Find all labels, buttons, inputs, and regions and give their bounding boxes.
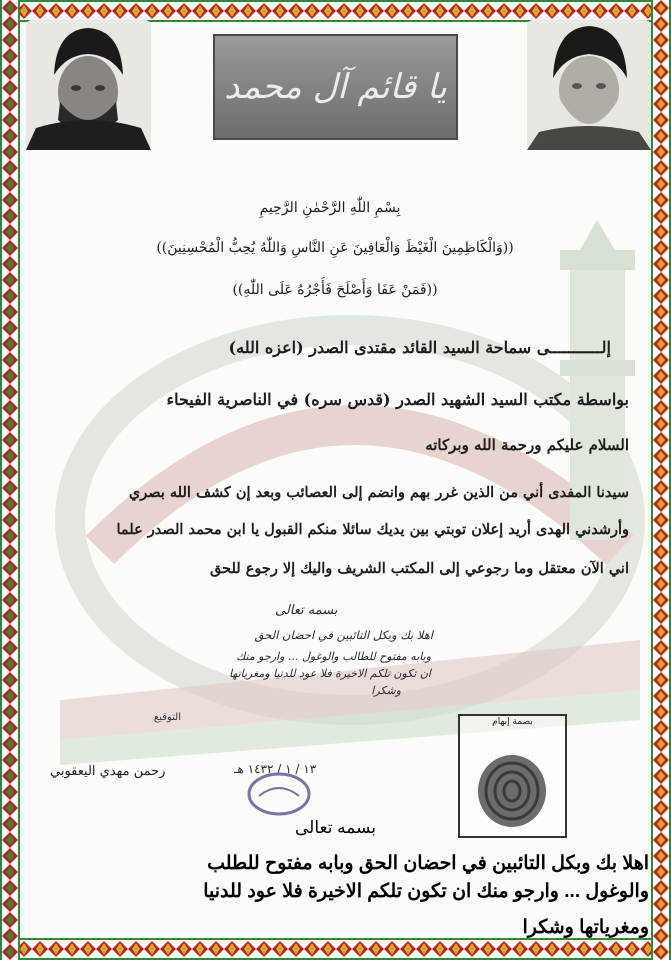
quran-verse-2: ((فَمَنْ عَفَا وَأَصْلَحَ فَأَجْرُهُ عَلَى اللّٰهِ)): [232, 282, 438, 298]
transcription-title: بسمه تعالى: [294, 818, 377, 837]
signature-label: التوقيع: [153, 712, 181, 723]
ornamental-border-right: [651, 0, 671, 960]
letter-body-line-3: اني الآن معتقل وما رجوعي إلى المكتب الشريف واليك إلا رجوع للحق: [210, 560, 629, 577]
header-calligraphy-text: يا قائم آل محمد: [224, 67, 447, 107]
handwritten-line-2: وبابه مفتوح للطالب والوغول ... وارجو منك: [236, 650, 431, 663]
transcription-line-3: ومغرياتها وشكرا: [522, 917, 649, 938]
thumbprint-icon: [470, 736, 555, 831]
letter-date: ١٣ / ١ / ١٤٣٢ هـ: [234, 762, 317, 776]
thumbprint-label: بصمة إبهام: [492, 717, 533, 727]
transcription-line-1: اهلا بك وبكل التائبين في احضان الحق وبابه مفتوح للطلب: [207, 853, 649, 874]
handwritten-line-1: اهلا بك وبكل التائبين في احضان الحق: [254, 628, 433, 642]
letter-via: بواسطة مكتب السيد الشهيد الصدر (قدس سره) في الناصرية الفيحاء: [166, 390, 629, 409]
letter-addressee: إلـــــــــــى سماحة السيد القائد مقتدى الصدر (اعزه الله): [228, 338, 611, 357]
ink-seal-stamp: [244, 770, 314, 818]
portrait-right-photo: [527, 20, 651, 150]
letter-body-line-1: سيدنا المفدى أني من الذين غرر بهم وانضم إلى العصائب وبعد إن كشف الله بصري: [128, 484, 629, 501]
basmala: بِسْمِ اللّٰهِ الرَّحْمٰنِ الرَّحِيمِ: [259, 200, 401, 216]
signer-name: رحمن مهدي اليعقوبي: [50, 764, 166, 779]
letter-body-line-2: وأرشدني الهدى أريد إعلان توبتي بين يديك سائلا منكم القبول يا ابن محمد الصدر علما: [116, 521, 629, 538]
portrait-left-photo: [26, 20, 151, 150]
ornamental-border-left: [0, 0, 20, 960]
quran-verse-1: ((وَالْكَاظِمِينَ الْغَيْظَ وَالْعَافِينَ عَنِ النَّاسِ وَاللّٰهُ يُحِبُّ الْمُحْسِنِينَ)): [156, 240, 514, 256]
ornamental-border-bottom: [0, 938, 671, 960]
handwritten-heading: بسمه تعالى: [275, 603, 338, 618]
header-calligraphy-banner: [213, 34, 458, 140]
transcription-line-2: والوغول ... وارجو منك ان تكون تلكم الاخيرة فلا عود للدنيا: [203, 881, 649, 902]
handwritten-line-4: وشكرا: [371, 684, 401, 697]
letter-greeting: السلام عليكم ورحمة الله وبركاته: [425, 436, 629, 454]
handwritten-line-3: ان تكون تلكم الاخيرة فلا عود للدنيا ومغرياتها: [229, 667, 431, 680]
ornamental-border-top: [0, 0, 671, 22]
